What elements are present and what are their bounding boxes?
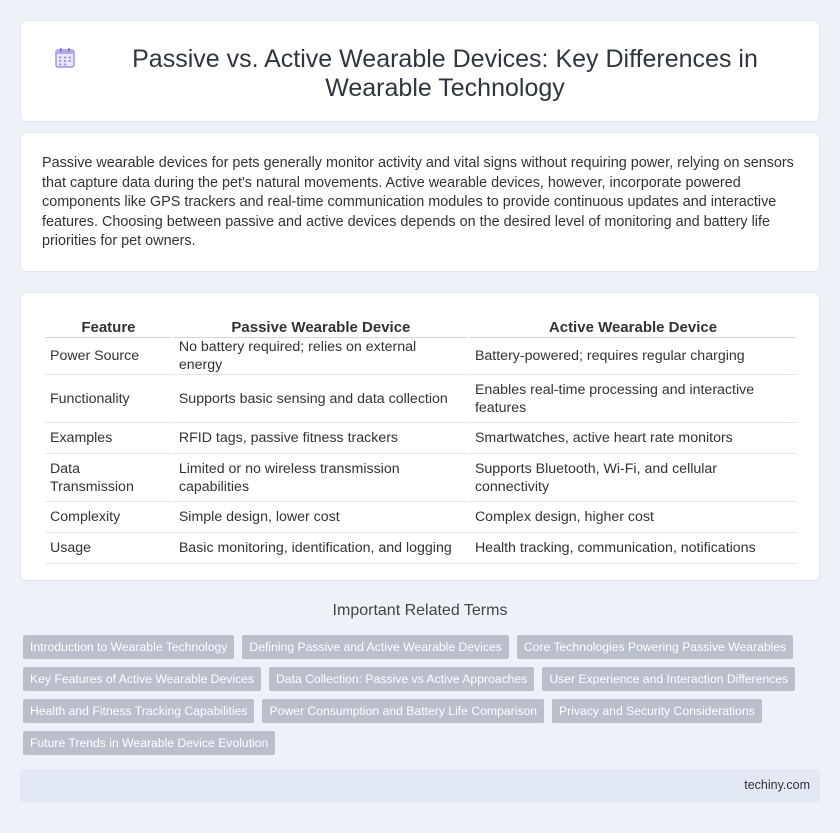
table-cell: Functionality	[45, 375, 172, 423]
table-cell: Battery-powered; requires regular charging	[470, 338, 796, 375]
footer	[20, 769, 820, 802]
table-row	[45, 423, 796, 454]
table-cell: Basic monitoring, identification, and logging	[174, 533, 468, 564]
related-terms-heading: Important Related Terms	[332, 602, 508, 619]
table-cell: Usage	[45, 533, 172, 564]
related-term-tag[interactable]: Privacy and Security Considerations	[552, 699, 762, 723]
table-cell: Supports basic sensing and data collection	[174, 375, 468, 423]
column-header: Active Wearable Device	[470, 316, 796, 338]
table-cell: Complexity	[45, 502, 172, 533]
footer-site-link[interactable]: techiny.com	[744, 778, 810, 792]
related-term-tag[interactable]: Data Collection: Passive vs Active Approaches	[269, 667, 534, 691]
table-cell: Examples	[45, 423, 172, 454]
table-cell: Smartwatches, active heart rate monitors	[470, 423, 796, 454]
column-header: Feature	[45, 316, 172, 338]
table-header-row	[45, 316, 796, 338]
comparison-table	[43, 316, 798, 564]
table-cell: Data Transmission	[45, 454, 172, 502]
table-cell: Health tracking, communication, notifications	[470, 533, 796, 564]
related-term-tag[interactable]: Defining Passive and Active Wearable Devices	[242, 635, 508, 659]
related-term-tag[interactable]: Health and Fitness Tracking Capabilities	[23, 699, 254, 723]
table-cell: Simple design, lower cost	[174, 502, 468, 533]
related-term-tag[interactable]: Key Features of Active Wearable Devices	[23, 667, 261, 691]
table-row	[45, 454, 796, 502]
table-row	[45, 502, 796, 533]
page-title: Passive vs. Active Wearable Devices: Key Differences in Wearable Technology	[132, 45, 758, 102]
table-cell: Complex design, higher cost	[470, 502, 796, 533]
intro-card	[20, 132, 820, 272]
related-term-tag[interactable]: Power Consumption and Battery Life Comparison	[262, 699, 544, 723]
table-row	[45, 338, 796, 375]
related-terms-list	[23, 635, 823, 763]
table-cell: Limited or no wireless transmission capabilities	[174, 454, 468, 502]
table-cell: Supports Bluetooth, Wi-Fi, and cellular connectivity	[470, 454, 796, 502]
related-term-tag[interactable]: Introduction to Wearable Technology	[23, 635, 234, 659]
related-term-tag[interactable]: Future Trends in Wearable Device Evolution	[23, 731, 275, 755]
related-term-tag[interactable]: User Experience and Interaction Differences	[542, 667, 795, 691]
header-card	[20, 20, 820, 122]
table-cell: Enables real-time processing and interactive features	[470, 375, 796, 423]
related-term-tag[interactable]: Core Technologies Powering Passive Wearables	[517, 635, 793, 659]
column-header: Passive Wearable Device	[174, 316, 468, 338]
table-row	[45, 533, 796, 564]
comparison-card	[20, 292, 820, 581]
table-cell: No battery required; relies on external energy	[174, 338, 468, 375]
table-cell: RFID tags, passive fitness trackers	[174, 423, 468, 454]
intro-text: Passive wearable devices for pets generally monitor activity and vital signs without requiring power, relying on sensors that capture data during the pet's natural movements. Active wearable devices, however, incorporate powered components like GPS trackers and real-time communication modules to provide continuous updates and interactive features. Choosing between passive and active devices depends on the desired level of monitoring and battery life priorities for pet owners.	[42, 155, 794, 249]
table-row	[45, 375, 796, 423]
table-cell: Power Source	[45, 338, 172, 375]
calendar-icon	[53, 46, 77, 70]
